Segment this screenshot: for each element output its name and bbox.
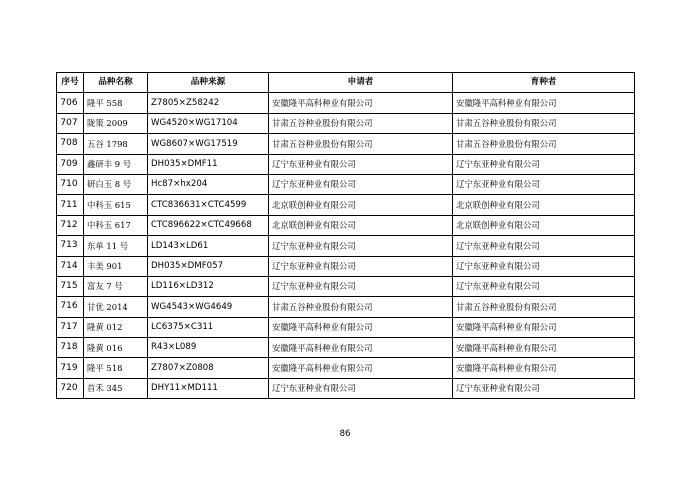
cell-variety-source: Hc87×hx204 <box>148 174 269 194</box>
cell-no: 719 <box>57 358 84 378</box>
cell-variety-source: WG4520×WG17104 <box>148 113 269 133</box>
cell-breeder: 北京联创种业有限公司 <box>453 195 635 215</box>
cell-breeder: 辽宁东亚种业有限公司 <box>453 276 635 296</box>
cell-no: 710 <box>57 174 84 194</box>
cell-applicant: 甘肃五谷种业股份有限公司 <box>269 113 453 133</box>
cell-breeder: 安徽隆平高科种业有限公司 <box>453 338 635 358</box>
cell-variety-source: WG4543×WG4649 <box>148 297 269 317</box>
cell-breeder: 安徽隆平高科种业有限公司 <box>453 317 635 337</box>
cell-applicant: 安徽隆平高科种业有限公司 <box>269 93 453 113</box>
cell-applicant: 辽宁东亚种业有限公司 <box>269 174 453 194</box>
cell-variety-name: 首禾 345 <box>84 378 148 398</box>
cell-no: 718 <box>57 338 84 358</box>
cell-no: 706 <box>57 93 84 113</box>
table-row <box>57 256 635 276</box>
cell-applicant: 辽宁东亚种业有限公司 <box>269 378 453 398</box>
cell-variety-source: LD143×LD61 <box>148 236 269 256</box>
table-row <box>57 215 635 235</box>
cell-applicant: 甘肃五谷种业股份有限公司 <box>269 134 453 154</box>
page-number: 86 <box>339 429 351 439</box>
cell-variety-name: 五谷 1798 <box>84 134 148 154</box>
table-row <box>57 154 635 174</box>
cell-variety-source: DH035×DMF057 <box>148 256 269 276</box>
cell-variety-name: 隆黄 016 <box>84 338 148 358</box>
cell-applicant: 辽宁东亚种业有限公司 <box>269 236 453 256</box>
table-row <box>57 113 635 133</box>
cell-applicant: 安徽隆平高科种业有限公司 <box>269 317 453 337</box>
table-row <box>57 317 635 337</box>
table-row <box>57 338 635 358</box>
cell-variety-source: R43×L089 <box>148 338 269 358</box>
cell-variety-name: 东单 11 号 <box>84 236 148 256</box>
table-row <box>57 276 635 296</box>
cell-variety-source: Z7807×Z0808 <box>148 358 269 378</box>
table-row <box>57 358 635 378</box>
table-row <box>57 378 635 398</box>
cell-variety-name: 中科玉 617 <box>84 215 148 235</box>
cell-no: 707 <box>57 113 84 133</box>
cell-breeder: 甘肃五谷种业股份有限公司 <box>453 134 635 154</box>
cell-variety-name: 隆平 558 <box>84 93 148 113</box>
cell-applicant: 辽宁东亚种业有限公司 <box>269 256 453 276</box>
table-body <box>57 93 635 399</box>
header-source: 品种来源 <box>148 73 269 93</box>
cell-breeder: 辽宁东亚种业有限公司 <box>453 236 635 256</box>
cell-variety-name: 富友 7 号 <box>84 276 148 296</box>
table-row <box>57 174 635 194</box>
cell-breeder: 辽宁东亚种业有限公司 <box>453 174 635 194</box>
cell-variety-name: 甘优 2014 <box>84 297 148 317</box>
cell-variety-source: CTC836631×CTC4599 <box>148 195 269 215</box>
variety-table <box>56 72 635 399</box>
cell-variety-name: 隆平 518 <box>84 358 148 378</box>
cell-breeder: 甘肃五谷种业股份有限公司 <box>453 113 635 133</box>
table-row <box>57 195 635 215</box>
table-row <box>57 93 635 113</box>
header-name: 品种名称 <box>84 73 148 93</box>
cell-breeder: 安徽隆平高科种业有限公司 <box>453 93 635 113</box>
cell-variety-name: 鑫研丰 9 号 <box>84 154 148 174</box>
cell-no: 711 <box>57 195 84 215</box>
cell-breeder: 安徽隆平高科种业有限公司 <box>453 358 635 378</box>
cell-variety-name: 隆黄 012 <box>84 317 148 337</box>
cell-breeder: 甘肃五谷种业股份有限公司 <box>453 297 635 317</box>
table-row <box>57 134 635 154</box>
cell-no: 717 <box>57 317 84 337</box>
cell-variety-source: LD116×LD312 <box>148 276 269 296</box>
cell-applicant: 甘肃五谷种业股份有限公司 <box>269 297 453 317</box>
header-breeder: 育种者 <box>453 73 635 93</box>
cell-variety-source: DHY11×MD111 <box>148 378 269 398</box>
cell-variety-source: WG8607×WG17519 <box>148 134 269 154</box>
cell-variety-name: 中科玉 615 <box>84 195 148 215</box>
header-applicant: 申请者 <box>269 73 453 93</box>
header-no: 序号 <box>57 73 84 93</box>
cell-breeder: 辽宁东亚种业有限公司 <box>453 154 635 174</box>
cell-applicant: 辽宁东亚种业有限公司 <box>269 154 453 174</box>
cell-variety-source: Z7805×Z58242 <box>148 93 269 113</box>
cell-applicant: 北京联创种业有限公司 <box>269 195 453 215</box>
cell-no: 712 <box>57 215 84 235</box>
cell-variety-source: LC6375×C311 <box>148 317 269 337</box>
cell-no: 714 <box>57 256 84 276</box>
cell-applicant: 安徽隆平高科种业有限公司 <box>269 338 453 358</box>
cell-variety-source: DH035×DMF11 <box>148 154 269 174</box>
cell-breeder: 辽宁东亚种业有限公司 <box>453 256 635 276</box>
cell-applicant: 北京联创种业有限公司 <box>269 215 453 235</box>
cell-variety-name: 陇策 2009 <box>84 113 148 133</box>
cell-variety-name: 丰美 901 <box>84 256 148 276</box>
cell-variety-source: CTC896622×CTC49668 <box>148 215 269 235</box>
table-row <box>57 236 635 256</box>
cell-no: 713 <box>57 236 84 256</box>
cell-no: 708 <box>57 134 84 154</box>
cell-no: 709 <box>57 154 84 174</box>
cell-no: 715 <box>57 276 84 296</box>
cell-applicant: 辽宁东亚种业有限公司 <box>269 276 453 296</box>
cell-breeder: 北京联创种业有限公司 <box>453 215 635 235</box>
cell-no: 720 <box>57 378 84 398</box>
table-row <box>57 297 635 317</box>
table-header-row <box>57 73 635 93</box>
cell-no: 716 <box>57 297 84 317</box>
cell-applicant: 安徽隆平高科种业有限公司 <box>269 358 453 378</box>
cell-breeder: 辽宁东亚种业有限公司 <box>453 378 635 398</box>
cell-variety-name: 研白玉 8 号 <box>84 174 148 194</box>
